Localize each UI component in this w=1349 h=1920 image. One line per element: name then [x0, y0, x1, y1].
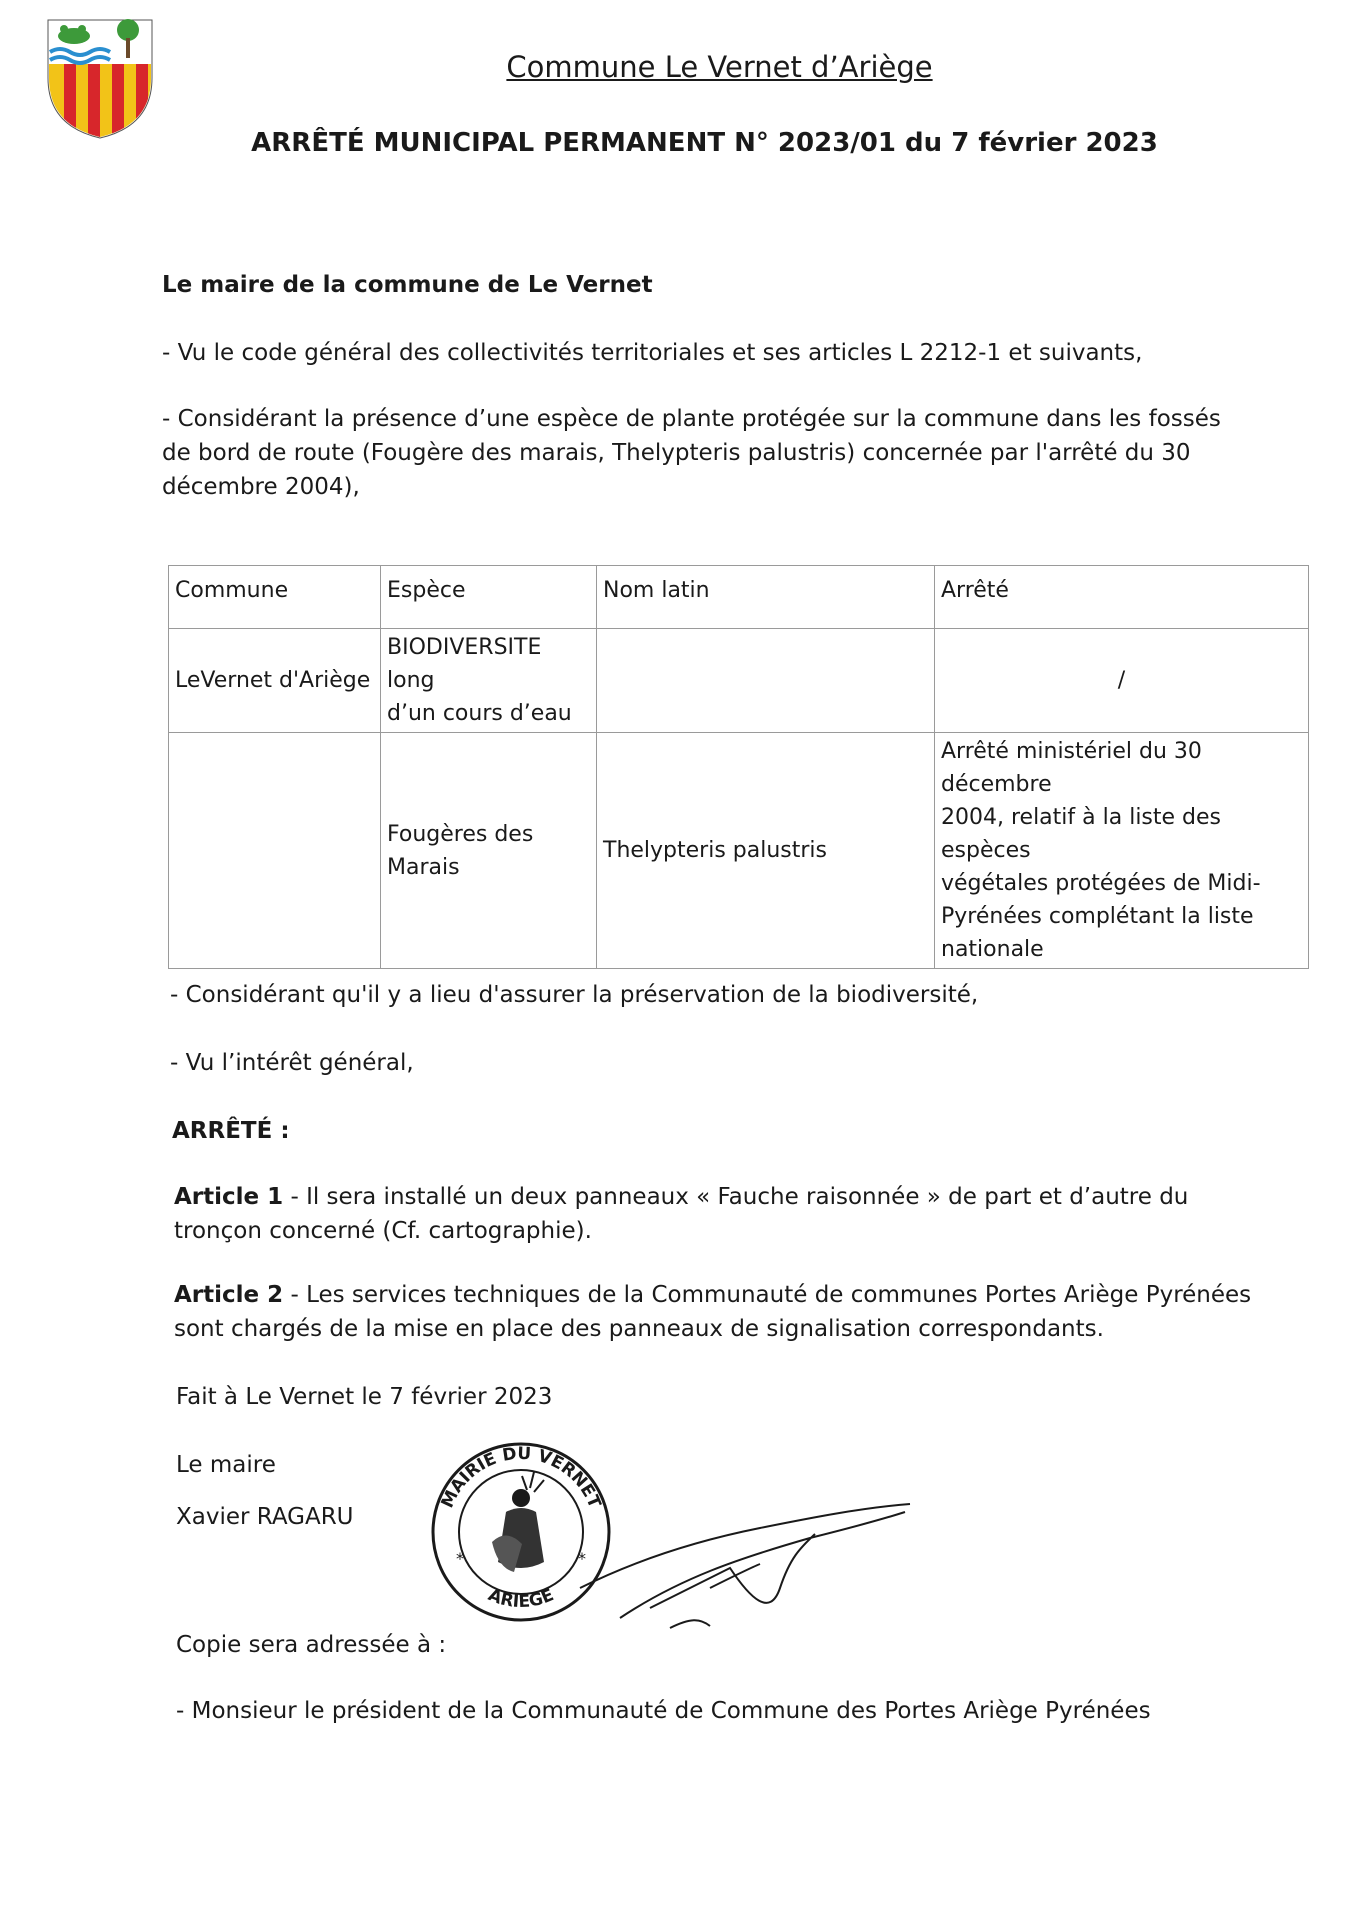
considerant-line: décembre 2004),	[162, 474, 360, 500]
cell-line: nationale	[941, 937, 1044, 962]
article-2	[174, 1278, 1251, 1346]
species-table	[168, 565, 1309, 969]
cell-espece	[381, 629, 597, 733]
cell-line: Pyrénées complétant la liste	[941, 904, 1254, 929]
cell-espece	[381, 733, 597, 969]
commune-title: Commune Le Vernet d’Ariège	[506, 50, 933, 84]
header-arrete: Arrêté	[935, 566, 1309, 629]
mayor-name: Xavier RAGARU	[176, 1504, 354, 1530]
cell-line: Fougères des	[387, 821, 534, 847]
header-nom-latin: Nom latin	[597, 566, 935, 629]
cell-arrete: /	[935, 629, 1309, 733]
mayor-heading: Le maire de la commune de Le Vernet	[162, 272, 653, 298]
considerant-line: de bord de route (Fougère des marais, Thelypteris palustris) concernée par l'arrêté du 30	[162, 440, 1191, 466]
copies-heading: Copie sera adressée à :	[176, 1632, 447, 1658]
table-row	[169, 629, 1309, 733]
article-1-text: tronçon concerné (Cf. cartographie).	[174, 1218, 592, 1244]
considerant-line: - Considérant la présence d’une espèce de plante protégée sur la commune dans les fossés	[162, 406, 1221, 432]
mayor-role: Le maire	[176, 1452, 276, 1478]
cell-commune: LeVernet d'Ariège	[169, 629, 381, 733]
svg-text:ARIEGE: ARIEGE	[485, 1585, 557, 1613]
mayor-signature	[560, 1468, 920, 1638]
article-1	[174, 1180, 1188, 1248]
article-1-text: - Il sera installé un deux panneaux « Fauche raisonnée » de part et d’autre du	[283, 1184, 1189, 1210]
article-2-text: - Les services techniques de la Communauté de communes Portes Ariège Pyrénées	[283, 1282, 1252, 1308]
considerant-presence-paragraph	[162, 402, 1221, 504]
header-commune: Commune	[169, 566, 381, 629]
table-row	[169, 733, 1309, 969]
cell-line: d’un cours d’eau	[387, 701, 572, 726]
svg-text:*: *	[578, 1549, 586, 1568]
considerant-biodiversite-paragraph: - Considérant qu'il y a lieu d'assurer la préservation de la biodiversité,	[170, 982, 979, 1008]
arrete-heading: ARRÊTÉ :	[172, 1118, 290, 1144]
cell-line: BIODIVERSITE long	[387, 635, 542, 693]
cell-line: végétales protégées de Midi-	[941, 871, 1261, 896]
cell-nom-latin: Thelypteris palustris	[597, 733, 935, 969]
arrete-title: ARRÊTÉ MUNICIPAL PERMANENT N° 2023/01 du 7 février 2023	[251, 128, 1158, 158]
article-2-label: Article 2	[174, 1282, 284, 1308]
header-espece: Espèce	[381, 566, 597, 629]
copies-recipient: - Monsieur le président de la Communauté de Commune des Portes Ariège Pyrénées	[176, 1698, 1151, 1724]
svg-text:*: *	[456, 1549, 464, 1568]
cell-arrete	[935, 733, 1309, 969]
cell-commune	[169, 733, 381, 969]
cell-nom-latin	[597, 629, 935, 733]
vu-code-paragraph: - Vu le code général des collectivités territoriales et ses articles L 2212-1 et suivants,	[162, 340, 1143, 366]
svg-text:MAIRIE DU VERNET: MAIRIE DU VERNET	[437, 1443, 605, 1512]
fait-a-line: Fait à Le Vernet le 7 février 2023	[176, 1384, 553, 1410]
vu-interet-paragraph: - Vu l’intérêt général,	[170, 1050, 414, 1076]
article-2-text: sont chargés de la mise en place des panneaux de signalisation correspondants.	[174, 1316, 1104, 1342]
article-1-label: Article 1	[174, 1184, 284, 1210]
cell-line: Arrêté ministériel du 30 décembre	[941, 739, 1202, 797]
cell-line: 2004, relatif à la liste des espèces	[941, 805, 1222, 863]
table-header-row	[169, 566, 1309, 629]
cell-line: Marais	[387, 854, 460, 880]
